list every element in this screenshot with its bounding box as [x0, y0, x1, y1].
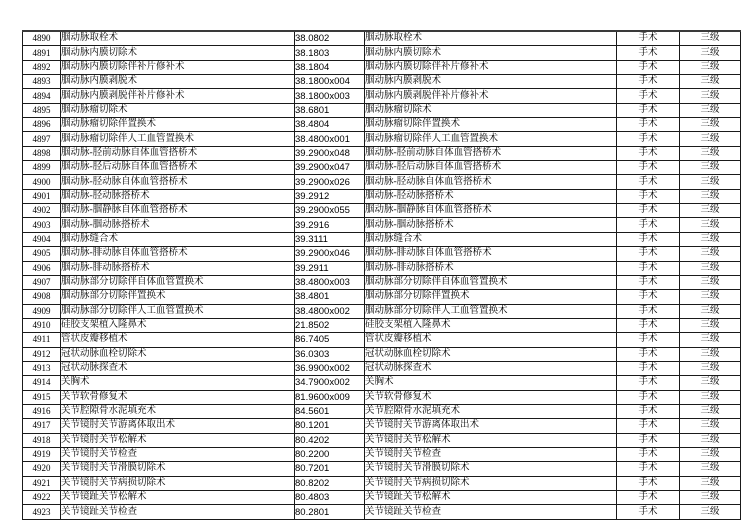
category-cell: 手术	[617, 75, 680, 89]
category-cell: 手术	[617, 60, 680, 74]
code-cell: 38.4800x001	[295, 132, 365, 146]
code-cell: 39.2900x047	[295, 161, 365, 175]
category-cell: 手术	[617, 146, 680, 160]
name-repeat-cell: 关节镜肘关节滑膜切除术	[365, 462, 617, 476]
level-cell: 三级	[680, 204, 741, 218]
name-cell: 硅胶支架植入隆鼻术	[61, 318, 295, 332]
seq-cell: 4897	[23, 132, 61, 146]
name-repeat-cell: 关节镜肘关节检查	[365, 447, 617, 461]
table-row	[23, 247, 741, 261]
seq-cell: 4890	[23, 31, 61, 46]
name-cell: 冠状动脉探查术	[61, 361, 295, 375]
seq-cell: 4904	[23, 232, 61, 246]
seq-cell: 4914	[23, 376, 61, 390]
name-cell: 腘动脉瘤切除伴人工血管置换术	[61, 132, 295, 146]
category-cell: 手术	[617, 433, 680, 447]
level-cell: 三级	[680, 60, 741, 74]
name-repeat-cell: 冠状动脉血栓切除术	[365, 347, 617, 361]
code-cell: 34.7900x002	[295, 376, 365, 390]
category-cell: 手术	[617, 189, 680, 203]
name-repeat-cell: 腘动脉取栓术	[365, 31, 617, 46]
level-cell: 三级	[680, 318, 741, 332]
seq-cell: 4899	[23, 161, 61, 175]
level-cell: 三级	[680, 31, 741, 46]
level-cell: 三级	[680, 89, 741, 103]
code-cell: 38.1803	[295, 46, 365, 60]
seq-cell: 4911	[23, 333, 61, 347]
level-cell: 三级	[680, 404, 741, 418]
name-repeat-cell: 关节镜肘关节游离体取出术	[365, 419, 617, 433]
category-cell: 手术	[617, 376, 680, 390]
table-row	[23, 275, 741, 289]
table-row	[23, 189, 741, 203]
name-cell: 关节镜肘关节检查	[61, 447, 295, 461]
category-cell: 手术	[617, 275, 680, 289]
table-row	[23, 505, 741, 519]
level-cell: 三级	[680, 347, 741, 361]
code-cell: 39.2911	[295, 261, 365, 275]
level-cell: 三级	[680, 75, 741, 89]
name-repeat-cell: 腘动脉缝合术	[365, 232, 617, 246]
name-cell: 腘动脉瘤切除术	[61, 103, 295, 117]
category-cell: 手术	[617, 419, 680, 433]
table-row	[23, 89, 741, 103]
category-cell: 手术	[617, 505, 680, 519]
table-row	[23, 419, 741, 433]
level-cell: 三级	[680, 275, 741, 289]
code-cell: 80.4803	[295, 491, 365, 505]
name-cell: 腘动脉取栓术	[61, 31, 295, 46]
seq-cell: 4892	[23, 60, 61, 74]
code-cell: 80.1201	[295, 419, 365, 433]
level-cell: 三级	[680, 376, 741, 390]
table-row	[23, 318, 741, 332]
category-cell: 手术	[617, 318, 680, 332]
table-row	[23, 404, 741, 418]
category-cell: 手术	[617, 161, 680, 175]
category-cell: 手术	[617, 89, 680, 103]
level-cell: 三级	[680, 476, 741, 490]
name-repeat-cell: 腘动脉内膜切除伴补片修补术	[365, 60, 617, 74]
name-cell: 腘动脉部分切除伴人工血管置换术	[61, 304, 295, 318]
name-cell: 腘动脉-胫动脉自体血管搭桥术	[61, 175, 295, 189]
name-cell: 冠状动脉血栓切除术	[61, 347, 295, 361]
code-cell: 38.1800x003	[295, 89, 365, 103]
name-repeat-cell: 腘动脉-胫动脉自体血管搭桥术	[365, 175, 617, 189]
seq-cell: 4900	[23, 175, 61, 189]
name-cell: 腘动脉-腘静脉自体血管搭桥术	[61, 204, 295, 218]
code-cell: 39.2900x026	[295, 175, 365, 189]
table-row	[23, 103, 741, 117]
name-cell: 关节腔隙骨水泥填充术	[61, 404, 295, 418]
category-cell: 手术	[617, 447, 680, 461]
name-repeat-cell: 腘动脉内膜切除术	[365, 46, 617, 60]
code-cell: 84.5601	[295, 404, 365, 418]
category-cell: 手术	[617, 333, 680, 347]
level-cell: 三级	[680, 146, 741, 160]
seq-cell: 4895	[23, 103, 61, 117]
code-cell: 38.4804	[295, 118, 365, 132]
name-repeat-cell: 关节镜肘关节病损切除术	[365, 476, 617, 490]
level-cell: 三级	[680, 304, 741, 318]
seq-cell: 4906	[23, 261, 61, 275]
category-cell: 手术	[617, 204, 680, 218]
level-cell: 三级	[680, 46, 741, 60]
seq-cell: 4912	[23, 347, 61, 361]
category-cell: 手术	[617, 31, 680, 46]
name-cell: 腘动脉缝合术	[61, 232, 295, 246]
category-cell: 手术	[617, 491, 680, 505]
table-row	[23, 118, 741, 132]
name-repeat-cell: 管状皮瓣移植术	[365, 333, 617, 347]
category-cell: 手术	[617, 261, 680, 275]
category-cell: 手术	[617, 290, 680, 304]
name-repeat-cell: 腘动脉部分切除伴人工血管置换术	[365, 304, 617, 318]
procedure-table	[22, 30, 741, 520]
name-repeat-cell: 硅胶支架植入隆鼻术	[365, 318, 617, 332]
table-row	[23, 31, 741, 46]
name-cell: 腘动脉内膜剥脱伴补片修补术	[61, 89, 295, 103]
name-repeat-cell: 腘动脉内膜剥脱伴补片修补术	[365, 89, 617, 103]
seq-cell: 4896	[23, 118, 61, 132]
seq-cell: 4918	[23, 433, 61, 447]
level-cell: 三级	[680, 462, 741, 476]
name-repeat-cell: 冠状动脉探查术	[365, 361, 617, 375]
name-repeat-cell: 腘动脉-胫后动脉自体血管搭桥术	[365, 161, 617, 175]
category-cell: 手术	[617, 462, 680, 476]
level-cell: 三级	[680, 132, 741, 146]
level-cell: 三级	[680, 247, 741, 261]
seq-cell: 4901	[23, 189, 61, 203]
code-cell: 39.2900x048	[295, 146, 365, 160]
name-repeat-cell: 关节镜趾关节检查	[365, 505, 617, 519]
seq-cell: 4915	[23, 390, 61, 404]
seq-cell: 4893	[23, 75, 61, 89]
name-repeat-cell: 关节镜肘关节松解术	[365, 433, 617, 447]
name-cell: 腘动脉内膜剥脱术	[61, 75, 295, 89]
level-cell: 三级	[680, 333, 741, 347]
seq-cell: 4898	[23, 146, 61, 160]
code-cell: 38.1804	[295, 60, 365, 74]
table-row	[23, 304, 741, 318]
table-row	[23, 433, 741, 447]
table-row	[23, 175, 741, 189]
seq-cell: 4891	[23, 46, 61, 60]
seq-cell: 4919	[23, 447, 61, 461]
code-cell: 36.9900x002	[295, 361, 365, 375]
category-cell: 手术	[617, 476, 680, 490]
name-cell: 腘动脉-胫前动脉自体血管搭桥术	[61, 146, 295, 160]
name-repeat-cell: 腘动脉瘤切除术	[365, 103, 617, 117]
name-repeat-cell: 关节软骨修复术	[365, 390, 617, 404]
name-cell: 腘动脉瘤切除伴置换术	[61, 118, 295, 132]
level-cell: 三级	[680, 290, 741, 304]
table-row	[23, 161, 741, 175]
name-cell: 腘动脉-腓动脉自体血管搭桥术	[61, 247, 295, 261]
level-cell: 三级	[680, 189, 741, 203]
table-row	[23, 261, 741, 275]
seq-cell: 4909	[23, 304, 61, 318]
level-cell: 三级	[680, 161, 741, 175]
table-row	[23, 376, 741, 390]
code-cell: 38.4800x003	[295, 275, 365, 289]
category-cell: 手术	[617, 347, 680, 361]
category-cell: 手术	[617, 390, 680, 404]
seq-cell: 4908	[23, 290, 61, 304]
name-repeat-cell: 腘动脉-腓动脉自体血管搭桥术	[365, 247, 617, 261]
category-cell: 手术	[617, 218, 680, 232]
table-row	[23, 46, 741, 60]
name-cell: 关节镜趾关节检查	[61, 505, 295, 519]
procedure-table-body	[23, 31, 741, 519]
table-row	[23, 491, 741, 505]
category-cell: 手术	[617, 46, 680, 60]
table-row	[23, 476, 741, 490]
name-cell: 管状皮瓣移植术	[61, 333, 295, 347]
name-repeat-cell: 关胸术	[365, 376, 617, 390]
code-cell: 39.2916	[295, 218, 365, 232]
seq-cell: 4913	[23, 361, 61, 375]
code-cell: 21.8502	[295, 318, 365, 332]
table-row	[23, 447, 741, 461]
level-cell: 三级	[680, 261, 741, 275]
name-cell: 腘动脉-腓动脉搭桥术	[61, 261, 295, 275]
level-cell: 三级	[680, 103, 741, 117]
seq-cell: 4894	[23, 89, 61, 103]
code-cell: 38.0802	[295, 31, 365, 46]
level-cell: 三级	[680, 175, 741, 189]
code-cell: 86.7405	[295, 333, 365, 347]
category-cell: 手术	[617, 247, 680, 261]
name-repeat-cell: 腘动脉部分切除伴置换术	[365, 290, 617, 304]
category-cell: 手术	[617, 118, 680, 132]
level-cell: 三级	[680, 390, 741, 404]
level-cell: 三级	[680, 218, 741, 232]
seq-cell: 4916	[23, 404, 61, 418]
name-repeat-cell: 腘动脉部分切除伴自体血管置换术	[365, 275, 617, 289]
table-row	[23, 462, 741, 476]
level-cell: 三级	[680, 419, 741, 433]
category-cell: 手术	[617, 232, 680, 246]
name-cell: 关节镜肘关节滑膜切除术	[61, 462, 295, 476]
name-cell: 关节软骨修复术	[61, 390, 295, 404]
seq-cell: 4910	[23, 318, 61, 332]
code-cell: 80.4202	[295, 433, 365, 447]
table-row	[23, 75, 741, 89]
name-cell: 关节镜肘关节游离体取出术	[61, 419, 295, 433]
code-cell: 80.2200	[295, 447, 365, 461]
level-cell: 三级	[680, 118, 741, 132]
seq-cell: 4905	[23, 247, 61, 261]
name-repeat-cell: 关节镜趾关节松解术	[365, 491, 617, 505]
seq-cell: 4922	[23, 491, 61, 505]
seq-cell: 4902	[23, 204, 61, 218]
table-row	[23, 146, 741, 160]
category-cell: 手术	[617, 304, 680, 318]
name-repeat-cell: 腘动脉-腓动脉搭桥术	[365, 261, 617, 275]
name-cell: 关胸术	[61, 376, 295, 390]
level-cell: 三级	[680, 491, 741, 505]
level-cell: 三级	[680, 505, 741, 519]
table-row	[23, 218, 741, 232]
code-cell: 81.9600x009	[295, 390, 365, 404]
code-cell: 38.1800x004	[295, 75, 365, 89]
name-repeat-cell: 腘动脉-胫前动脉自体血管搭桥术	[365, 146, 617, 160]
name-repeat-cell: 关节腔隙骨水泥填充术	[365, 404, 617, 418]
name-cell: 腘动脉-胫动脉搭桥术	[61, 189, 295, 203]
name-cell: 关节镜趾关节松解术	[61, 491, 295, 505]
code-cell: 80.7201	[295, 462, 365, 476]
name-cell: 腘动脉内膜切除术	[61, 46, 295, 60]
code-cell: 39.2900x046	[295, 247, 365, 261]
level-cell: 三级	[680, 361, 741, 375]
table-row	[23, 347, 741, 361]
name-cell: 腘动脉-腘动脉搭桥术	[61, 218, 295, 232]
code-cell: 38.4800x002	[295, 304, 365, 318]
name-repeat-cell: 腘动脉-腘静脉自体血管搭桥术	[365, 204, 617, 218]
name-cell: 腘动脉-胫后动脉自体血管搭桥术	[61, 161, 295, 175]
code-cell: 38.4801	[295, 290, 365, 304]
table-row	[23, 333, 741, 347]
table-row	[23, 361, 741, 375]
level-cell: 三级	[680, 447, 741, 461]
category-cell: 手术	[617, 132, 680, 146]
seq-cell: 4917	[23, 419, 61, 433]
seq-cell: 4923	[23, 505, 61, 519]
level-cell: 三级	[680, 232, 741, 246]
table-row	[23, 60, 741, 74]
seq-cell: 4903	[23, 218, 61, 232]
code-cell: 39.3111	[295, 232, 365, 246]
category-cell: 手术	[617, 404, 680, 418]
name-cell: 腘动脉部分切除伴自体血管置换术	[61, 275, 295, 289]
table-row	[23, 390, 741, 404]
category-cell: 手术	[617, 361, 680, 375]
table-row	[23, 132, 741, 146]
code-cell: 38.6801	[295, 103, 365, 117]
level-cell: 三级	[680, 433, 741, 447]
code-cell: 39.2900x055	[295, 204, 365, 218]
seq-cell: 4920	[23, 462, 61, 476]
name-cell: 腘动脉内膜切除伴补片修补术	[61, 60, 295, 74]
category-cell: 手术	[617, 103, 680, 117]
name-repeat-cell: 腘动脉内膜剥脱术	[365, 75, 617, 89]
name-cell: 腘动脉部分切除伴置换术	[61, 290, 295, 304]
name-repeat-cell: 腘动脉-胫动脉搭桥术	[365, 189, 617, 203]
table-row	[23, 232, 741, 246]
table-row	[23, 290, 741, 304]
seq-cell: 4921	[23, 476, 61, 490]
name-cell: 关节镜肘关节病损切除术	[61, 476, 295, 490]
name-repeat-cell: 腘动脉瘤切除伴人工血管置换术	[365, 132, 617, 146]
code-cell: 36.0303	[295, 347, 365, 361]
name-cell: 关节镜肘关节松解术	[61, 433, 295, 447]
name-repeat-cell: 腘动脉-腘动脉搭桥术	[365, 218, 617, 232]
code-cell: 80.8202	[295, 476, 365, 490]
code-cell: 80.2801	[295, 505, 365, 519]
code-cell: 39.2912	[295, 189, 365, 203]
category-cell: 手术	[617, 175, 680, 189]
table-row	[23, 204, 741, 218]
seq-cell: 4907	[23, 275, 61, 289]
name-repeat-cell: 腘动脉瘤切除伴置换术	[365, 118, 617, 132]
